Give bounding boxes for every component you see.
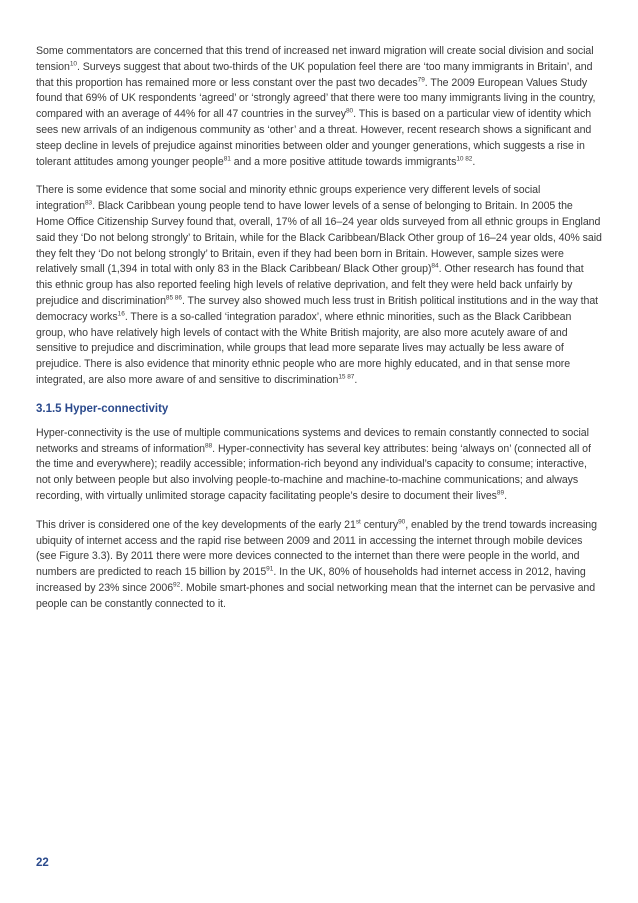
paragraph-text: Some commentators are concerned that this trend of increased net inward migration will create social division and social tension [36,45,594,73]
paragraph-text: This driver is considered one of the key developments of the early 21 [36,518,356,531]
paragraph-text: , enabled by the trend towards increasing ubiquity of internet access and the rapid rise between 2009 and 2011 in accessing the internet through mobile devices (see Figure 3.3). By 2011 there were more devices connected to the internet than there were people in the world, and numbers are predicted to reach 15 billion by 2015 [36,518,597,579]
section-paragraphs [36,426,602,613]
paragraph-text: . Hyper-connectivity has several key attributes: being ‘always on’ (connected all of the time and everywhere); readily accessible; information-rich beyond any individual’s capacity to consume; interactive, not only between people but also involving people-to-machine and machine-to-machine communications; and always recording, with virtually unlimited storage capacity facilitating people’s desire to document their lives [36,442,591,502]
footnote-reference: 16 [117,310,125,318]
intro-paragraphs [36,44,602,389]
section-heading: 3.1.5 Hyper-connectivity [36,402,169,415]
footnote-reference: 90 [398,518,406,526]
paragraph-text: and a more positive attitude towards immigrants [230,155,457,168]
footnote-reference: 89 [496,489,505,497]
paragraph-text: . Black Caribbean young people tend to have lower levels of a sense of belonging to Britain. In 2005 the Home Office Citizenship Survey found that, overall, 17% of all 16–24 year olds surveyed from all ethnic groups in England said they ‘Do not belong strongly’ to Britain, while for the Black Caribbean/Black Other group of 16–24 year olds, 40% said they felt they ‘Do not belong strongly’ to Britain, even if they had been born in Britain. However, sample sizes were relatively small (1,394 in total with only 83 in the Black Caribbean/ Black Other group) [36,200,602,276]
paragraph-text: . [354,373,358,386]
body-paragraph [36,426,602,505]
paragraph-text: . Mobile smart-phones and social networking mean that the internet can be pervasive and people can be constantly connected to it. [36,581,596,610]
paragraph-text: . In the UK, 80% of households had internet access in 2012, having increased by 23% since 2006 [36,566,586,594]
paragraph-text: . [504,489,507,502]
paragraph-text: . Surveys suggest that about two-thirds of the UK population feel there are ‘too many immigrants in Britain’, and that this proportion has remained more or less constant over the past two decades [36,60,593,89]
paragraph-text: There is some evidence that some social and minority ethnic groups experience very different levels of social integration [36,184,541,213]
body-paragraph [36,44,602,170]
footnote-reference: 84 [431,262,439,270]
paragraph-text: . [472,155,476,168]
paragraph-text: century [360,518,399,531]
body-paragraph [36,183,602,388]
footnote-reference: 10 82 [456,155,473,163]
paragraph-text: Hyper-connectivity is the use of multiple communications systems and devices to remain constantly connected to social networks and streams of information [36,426,589,455]
paragraph-text: . Other research has found that this ethnic group has also reported feeling high levels of relative deprivation, and felt they were held back unfairly by prejudice and discrimination [36,263,584,307]
footnote-reference: 91 [266,565,274,573]
footnote-reference: st [355,518,361,526]
paragraph-text: . The 2009 European Values Study found that 69% of UK respondents ‘agreed’ or ‘strongly agreed’ that there were too many immigrants living in the country, compared with an average of 44% for all 47 countries in the survey [36,76,596,121]
footnote-reference: 92 [173,581,181,589]
page-number: 22 [36,857,49,869]
paragraph-text: . The survey also showed much less trust in British political institutions and in the way that democracy works [36,294,599,323]
footnote-reference: 88 [205,442,213,449]
footnote-reference: 85 86 [165,294,182,302]
paragraph-text: . This is based on a particular view of identity which sees new arrivals of an indigenous community as ‘other’ and a threat. However, recent research shows a significant and steep decline in levels of prejudice against minorities between older and younger generations, which suggests a rise in tolerant attitudes among younger people [36,108,592,168]
body-paragraph [36,518,602,613]
footnote-reference: 10 [69,60,77,68]
footnote-reference: 80 [345,107,354,115]
footnote-reference: 81 [223,155,231,163]
paragraph-text: . There is a so-called ‘integration paradox’, where ethnic minorities, such as the Black Caribbean group, who have relatively high levels of contact with the White British majority, are also more acutely aware of and sensitive to prejudice and discrimination, while groups that lead more separate lives may actually be less aware of prejudice. There is also evidence that minority ethnic people who are more highly educated, and in that sense more integrated, are also more aware of and sensitive to discrimination [36,310,572,386]
footnote-reference: 79 [417,76,425,84]
footnote-reference: 83 [84,199,93,207]
footnote-reference: 15 87 [338,373,355,381]
